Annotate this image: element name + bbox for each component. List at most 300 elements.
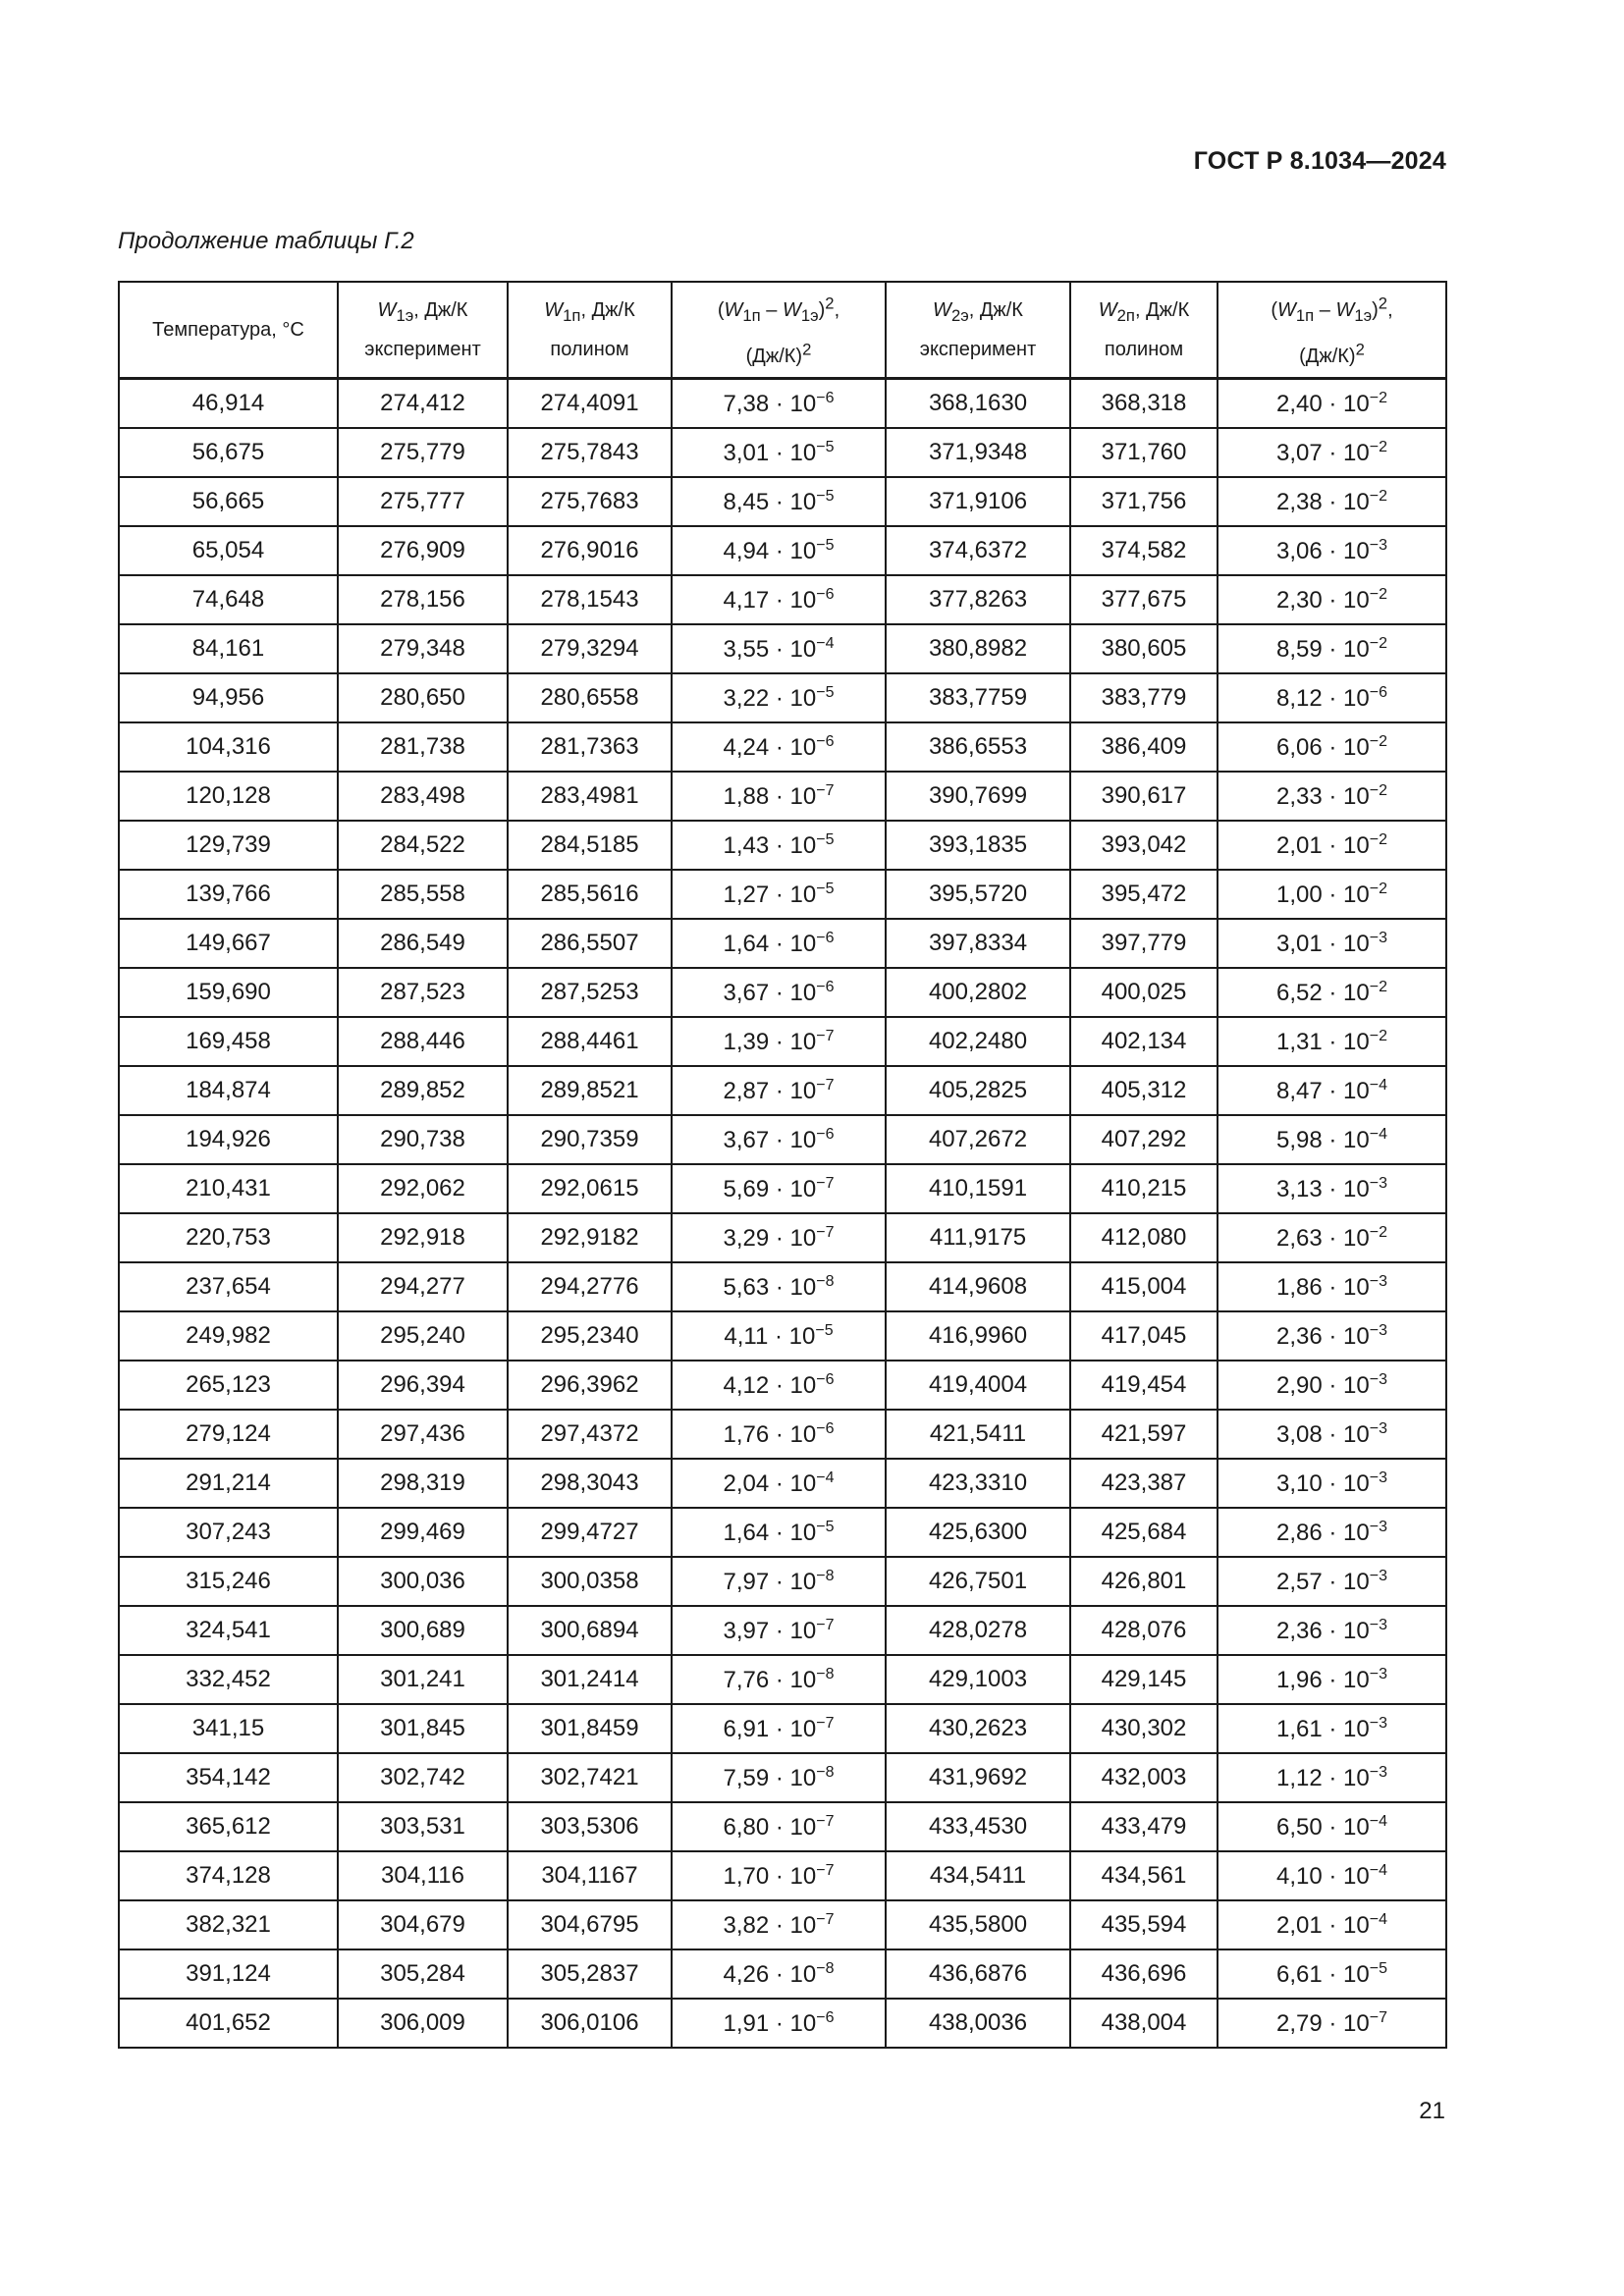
mantissa: 3,97: [723, 1617, 770, 1644]
mantissa: 3,01: [723, 439, 770, 466]
table-cell: $2,36 \cdot 10^{-3}$: [1218, 1606, 1446, 1655]
table-cell: $1,12 \cdot 10^{-3}$: [1218, 1753, 1446, 1802]
table-cell: $3,07 \cdot 10^{-2}$: [1218, 428, 1446, 477]
table-row: [119, 1557, 1446, 1606]
table-cell: 402,134: [1070, 1017, 1218, 1066]
mantissa: 1,31: [1276, 1028, 1323, 1055]
mantissa: 6,91: [723, 1715, 770, 1742]
table-cell: 402,2480: [886, 1017, 1070, 1066]
mantissa: 8,47: [1276, 1077, 1323, 1104]
table-cell: $4,24 \cdot 10^{-6}$: [672, 722, 886, 772]
mantissa: 2,04: [723, 1469, 770, 1497]
table-cell: $6,91 \cdot 10^{-7}$: [672, 1704, 886, 1753]
mantissa: 2,90: [1276, 1371, 1323, 1399]
table-cell: 417,045: [1070, 1311, 1218, 1361]
table-cell: $6,52 \cdot 10^{-2}$: [1218, 968, 1446, 1017]
table-row: [119, 1508, 1446, 1557]
mantissa: 2,63: [1276, 1224, 1323, 1252]
table-cell: 275,777: [338, 477, 508, 526]
col-header-line2: $(Дж/К)^2$: [745, 340, 812, 367]
table-row: [119, 772, 1446, 821]
mantissa: 2,40: [1276, 390, 1323, 417]
table-cell: 298,3043: [508, 1459, 672, 1508]
exponent: −4: [1369, 1076, 1387, 1094]
mantissa: 1,96: [1276, 1666, 1323, 1693]
table-cell: 104,316: [119, 722, 338, 772]
mantissa: 6,52: [1276, 979, 1323, 1006]
table-cell: 377,8263: [886, 575, 1070, 624]
exponent: −7: [816, 1861, 835, 1879]
exponent: −8: [816, 1567, 835, 1584]
table-cell: 380,8982: [886, 624, 1070, 673]
mantissa: 2,01: [1276, 831, 1323, 859]
mantissa: 1,27: [723, 881, 770, 908]
table-row: [119, 1115, 1446, 1164]
table-row: [119, 379, 1446, 429]
unit: , Дж/К: [413, 299, 468, 321]
exponent: −4: [816, 634, 835, 652]
table-cell: $1,70 \cdot 10^{-7}$: [672, 1851, 886, 1900]
col-header-temperature: [119, 282, 338, 379]
table-cell: $1,27 \cdot 10^{-5}$: [672, 870, 886, 919]
table-cell: 434,561: [1070, 1851, 1218, 1900]
mantissa: 6,06: [1276, 733, 1323, 761]
table-cell: $2,57 \cdot 10^{-3}$: [1218, 1557, 1446, 1606]
col-header-diff2: [1218, 282, 1446, 379]
table-cell: $8,12 \cdot 10^{-6}$: [1218, 673, 1446, 722]
table-cell: 390,617: [1070, 772, 1218, 821]
table-cell: 383,779: [1070, 673, 1218, 722]
mantissa: 3,01: [1276, 930, 1323, 957]
table-cell: 279,348: [338, 624, 508, 673]
table-cell: $5,69 \cdot 10^{-7}$: [672, 1164, 886, 1213]
table-cell: 288,446: [338, 1017, 508, 1066]
mantissa: 3,13: [1276, 1175, 1323, 1202]
table-cell: 436,696: [1070, 1949, 1218, 1999]
table-cell: $2,86 \cdot 10^{-3}$: [1218, 1508, 1446, 1557]
table-cell: 303,5306: [508, 1802, 672, 1851]
table-cell: 410,1591: [886, 1164, 1070, 1213]
table-row: [119, 1410, 1446, 1459]
table-row: [119, 624, 1446, 673]
exponent: −4: [1369, 1125, 1387, 1143]
table-cell: 296,3962: [508, 1361, 672, 1410]
table-cell: $1,43 \cdot 10^{-5}$: [672, 821, 886, 870]
table-cell: 286,5507: [508, 919, 672, 968]
table-cell: $3,97 \cdot 10^{-7}$: [672, 1606, 886, 1655]
exponent: −7: [816, 1616, 835, 1633]
mantissa: 2,01: [1276, 1911, 1323, 1939]
table-cell: 290,738: [338, 1115, 508, 1164]
table-row: [119, 1999, 1446, 2048]
table-cell: 285,5616: [508, 870, 672, 919]
mantissa: 2,86: [1276, 1519, 1323, 1546]
mantissa: 4,94: [723, 537, 770, 564]
exponent: −3: [1369, 1370, 1387, 1388]
table-cell: 291,214: [119, 1459, 338, 1508]
table-cell: 383,7759: [886, 673, 1070, 722]
exponent: −2: [1369, 830, 1387, 848]
table-cell: $8,59 \cdot 10^{-2}$: [1218, 624, 1446, 673]
table-cell: 426,7501: [886, 1557, 1070, 1606]
table-cell: 301,845: [338, 1704, 508, 1753]
table-cell: 419,4004: [886, 1361, 1070, 1410]
unit: , Дж/К: [968, 299, 1023, 321]
mantissa: 2,79: [1276, 2009, 1323, 2037]
mantissa: 3,82: [723, 1911, 770, 1939]
table-cell: $4,12 \cdot 10^{-6}$: [672, 1361, 886, 1410]
table-cell: 411,9175: [886, 1213, 1070, 1262]
table-cell: 315,246: [119, 1557, 338, 1606]
table-cell: 292,9182: [508, 1213, 672, 1262]
exponent: −4: [816, 1468, 835, 1486]
exponent: −2: [1369, 978, 1387, 995]
table-cell: 301,241: [338, 1655, 508, 1704]
table-cell: 401,652: [119, 1999, 338, 2048]
exponent: −7: [816, 1714, 835, 1732]
table-cell: 297,4372: [508, 1410, 672, 1459]
mantissa: 3,67: [723, 979, 770, 1006]
table-cell: $2,04 \cdot 10^{-4}$: [672, 1459, 886, 1508]
table-cell: 276,9016: [508, 526, 672, 575]
table-cell: 397,779: [1070, 919, 1218, 968]
table-body: [119, 379, 1446, 2049]
exponent: −8: [816, 1763, 835, 1781]
exponent: −5: [816, 536, 835, 554]
mantissa: 1,61: [1276, 1715, 1323, 1742]
table-cell: 84,161: [119, 624, 338, 673]
table-cell: 332,452: [119, 1655, 338, 1704]
exponent: −2: [1369, 389, 1387, 406]
table-cell: 129,739: [119, 821, 338, 870]
table-cell: 275,779: [338, 428, 508, 477]
col-header-diff1: [672, 282, 886, 379]
table-cell: 301,2414: [508, 1655, 672, 1704]
mantissa: 4,10: [1276, 1862, 1323, 1890]
exponent: −8: [816, 1272, 835, 1290]
exponent: −5: [1369, 1959, 1387, 1977]
table-cell: $7,97 \cdot 10^{-8}$: [672, 1557, 886, 1606]
col-header-line2: эксперимент: [364, 339, 481, 360]
table-row: [119, 1459, 1446, 1508]
table-cell: 377,675: [1070, 575, 1218, 624]
table-cell: 278,1543: [508, 575, 672, 624]
table-cell: 303,531: [338, 1802, 508, 1851]
mantissa: 8,45: [723, 488, 770, 515]
table-cell: 300,6894: [508, 1606, 672, 1655]
mantissa: 3,10: [1276, 1469, 1323, 1497]
table-row: [119, 1704, 1446, 1753]
table-cell: 431,9692: [886, 1753, 1070, 1802]
table-cell: 428,0278: [886, 1606, 1070, 1655]
table-row: [119, 673, 1446, 722]
table-cell: 438,004: [1070, 1999, 1218, 2048]
table-cell: 289,852: [338, 1066, 508, 1115]
col-header-w2p: [1070, 282, 1218, 379]
table-cell: 139,766: [119, 870, 338, 919]
table-cell: 65,054: [119, 526, 338, 575]
table-cell: 265,123: [119, 1361, 338, 1410]
table-cell: 386,409: [1070, 722, 1218, 772]
exponent: −7: [816, 1910, 835, 1928]
table-cell: 295,240: [338, 1311, 508, 1361]
table-cell: $7,38 \cdot 10^{-6}$: [672, 379, 886, 429]
table-cell: 275,7683: [508, 477, 672, 526]
table-cell: 306,0106: [508, 1999, 672, 2048]
table-cell: 341,15: [119, 1704, 338, 1753]
table-cell: $3,06 \cdot 10^{-3}$: [1218, 526, 1446, 575]
mantissa: 3,06: [1276, 537, 1323, 564]
table-cell: 432,003: [1070, 1753, 1218, 1802]
table-cell: 421,597: [1070, 1410, 1218, 1459]
table-cell: 302,7421: [508, 1753, 672, 1802]
table-row: [119, 870, 1446, 919]
table-cell: 281,738: [338, 722, 508, 772]
mantissa: 1,86: [1276, 1273, 1323, 1301]
table-cell: 425,6300: [886, 1508, 1070, 1557]
mantissa: 1,00: [1276, 881, 1323, 908]
table-row: [119, 1949, 1446, 1999]
exponent: −2: [1369, 634, 1387, 652]
exponent: −6: [816, 1125, 835, 1143]
exponent: −6: [816, 732, 835, 750]
table-cell: $4,10 \cdot 10^{-4}$: [1218, 1851, 1446, 1900]
table-cell: 434,5411: [886, 1851, 1070, 1900]
table-cell: $1,76 \cdot 10^{-6}$: [672, 1410, 886, 1459]
table-cell: $8,45 \cdot 10^{-5}$: [672, 477, 886, 526]
mantissa: 4,12: [723, 1371, 770, 1399]
table-cell: 428,076: [1070, 1606, 1218, 1655]
symbol: W: [377, 299, 397, 321]
mantissa: 3,22: [723, 684, 770, 712]
table-cell: $2,01 \cdot 10^{-4}$: [1218, 1900, 1446, 1949]
symbol: W: [933, 299, 951, 321]
table-cell: 74,648: [119, 575, 338, 624]
table-cell: 274,4091: [508, 379, 672, 429]
table-cell: 56,665: [119, 477, 338, 526]
table-cell: $5,63 \cdot 10^{-8}$: [672, 1262, 886, 1311]
table-cell: 304,6795: [508, 1900, 672, 1949]
table-cell: $1,96 \cdot 10^{-3}$: [1218, 1655, 1446, 1704]
exponent: −5: [816, 1518, 835, 1535]
table-row: [119, 1900, 1446, 1949]
table-cell: $1,64 \cdot 10^{-6}$: [672, 919, 886, 968]
table-cell: $3,10 \cdot 10^{-3}$: [1218, 1459, 1446, 1508]
table-cell: $2,63 \cdot 10^{-2}$: [1218, 1213, 1446, 1262]
table-cell: 184,874: [119, 1066, 338, 1115]
exponent: −6: [816, 2008, 835, 2026]
table-cell: 280,6558: [508, 673, 672, 722]
page-number: 21: [1419, 2098, 1445, 2124]
table-caption: Продолжение таблицы Г.2: [118, 228, 414, 254]
table-cell: 425,684: [1070, 1508, 1218, 1557]
table-cell: $3,22 \cdot 10^{-5}$: [672, 673, 886, 722]
table-cell: 285,558: [338, 870, 508, 919]
table-cell: $2,79 \cdot 10^{-7}$: [1218, 1999, 1446, 2048]
exponent: −3: [1369, 536, 1387, 554]
table-cell: 278,156: [338, 575, 508, 624]
table-cell: 371,756: [1070, 477, 1218, 526]
exponent: −3: [1369, 1321, 1387, 1339]
mantissa: 5,69: [723, 1175, 770, 1202]
mantissa: 2,36: [1276, 1322, 1323, 1350]
table-cell: 429,1003: [886, 1655, 1070, 1704]
table-cell: 374,582: [1070, 526, 1218, 575]
table-cell: 279,3294: [508, 624, 672, 673]
table-cell: $3,13 \cdot 10^{-3}$: [1218, 1164, 1446, 1213]
table-cell: 302,742: [338, 1753, 508, 1802]
symbol: W: [544, 299, 564, 321]
table-cell: 382,321: [119, 1900, 338, 1949]
table-cell: 292,062: [338, 1164, 508, 1213]
table-cell: $1,39 \cdot 10^{-7}$: [672, 1017, 886, 1066]
mantissa: 4,26: [723, 1960, 770, 1988]
table-cell: 275,7843: [508, 428, 672, 477]
exponent: −6: [1369, 683, 1387, 701]
mantissa: 3,08: [1276, 1420, 1323, 1448]
table-cell: 276,909: [338, 526, 508, 575]
exponent: −5: [816, 683, 835, 701]
unit: , Дж/К: [580, 299, 635, 321]
table-cell: 149,667: [119, 919, 338, 968]
mantissa: 4,17: [723, 586, 770, 614]
table-cell: $1,61 \cdot 10^{-3}$: [1218, 1704, 1446, 1753]
exponent: −7: [816, 1223, 835, 1241]
table-cell: 304,1167: [508, 1851, 672, 1900]
table-cell: $2,36 \cdot 10^{-3}$: [1218, 1311, 1446, 1361]
table-cell: 324,541: [119, 1606, 338, 1655]
exponent: −2: [1369, 487, 1387, 505]
table-cell: $1,64 \cdot 10^{-5}$: [672, 1508, 886, 1557]
table-cell: $7,59 \cdot 10^{-8}$: [672, 1753, 886, 1802]
table-cell: $3,55 \cdot 10^{-4}$: [672, 624, 886, 673]
table-cell: $6,80 \cdot 10^{-7}$: [672, 1802, 886, 1851]
table-row: [119, 575, 1446, 624]
col-header-label: Температура, °С: [152, 319, 304, 341]
exponent: −7: [816, 1174, 835, 1192]
table-cell: 304,679: [338, 1900, 508, 1949]
table-header-row: [119, 282, 1446, 379]
mantissa: 2,36: [1276, 1617, 1323, 1644]
mantissa: 1,64: [723, 1519, 770, 1546]
table-cell: 400,025: [1070, 968, 1218, 1017]
table-cell: 287,5253: [508, 968, 672, 1017]
table-cell: 407,292: [1070, 1115, 1218, 1164]
table-cell: 295,2340: [508, 1311, 672, 1361]
table-cell: 299,469: [338, 1508, 508, 1557]
table-cell: 371,9106: [886, 477, 1070, 526]
table-cell: $2,87 \cdot 10^{-7}$: [672, 1066, 886, 1115]
table-cell: 374,6372: [886, 526, 1070, 575]
table-cell: 297,436: [338, 1410, 508, 1459]
table-cell: 380,605: [1070, 624, 1218, 673]
exponent: −3: [1369, 1714, 1387, 1732]
table-cell: $4,11 \cdot 10^{-5}$: [672, 1311, 886, 1361]
table-cell: 300,0358: [508, 1557, 672, 1606]
table-row: [119, 1851, 1446, 1900]
mantissa: 3,29: [723, 1224, 770, 1252]
table-cell: $1,91 \cdot 10^{-6}$: [672, 1999, 886, 2048]
mantissa: 1,39: [723, 1028, 770, 1055]
exponent: −3: [1369, 1468, 1387, 1486]
exponent: −5: [815, 1321, 834, 1339]
table-cell: $6,61 \cdot 10^{-5}$: [1218, 1949, 1446, 1999]
table-cell: $2,40 \cdot 10^{-2}$: [1218, 379, 1446, 429]
table-row: [119, 1017, 1446, 1066]
table-cell: $3,82 \cdot 10^{-7}$: [672, 1900, 886, 1949]
table-cell: 298,319: [338, 1459, 508, 1508]
mantissa: 1,64: [723, 930, 770, 957]
table-cell: 283,498: [338, 772, 508, 821]
exponent: −2: [1369, 1027, 1387, 1044]
table-cell: 301,8459: [508, 1704, 672, 1753]
table-cell: $3,67 \cdot 10^{-6}$: [672, 968, 886, 1017]
mantissa: 2,87: [723, 1077, 770, 1104]
mantissa: 8,59: [1276, 635, 1323, 663]
table-row: [119, 1164, 1446, 1213]
exponent: −3: [1369, 1419, 1387, 1437]
exponent: −5: [816, 880, 835, 897]
exponent: −3: [1369, 1665, 1387, 1682]
table-cell: 284,522: [338, 821, 508, 870]
table-cell: 436,6876: [886, 1949, 1070, 1999]
table-cell: 284,5185: [508, 821, 672, 870]
document-code: ГОСТ Р 8.1034—2024: [1193, 147, 1446, 175]
table-cell: 56,675: [119, 428, 338, 477]
table-cell: $2,30 \cdot 10^{-2}$: [1218, 575, 1446, 624]
table-cell: 368,318: [1070, 379, 1218, 429]
table-cell: 94,956: [119, 673, 338, 722]
table-cell: 169,458: [119, 1017, 338, 1066]
table-cell: 279,124: [119, 1410, 338, 1459]
table-cell: 294,2776: [508, 1262, 672, 1311]
table-cell: 435,594: [1070, 1900, 1218, 1949]
mantissa: 2,57: [1276, 1568, 1323, 1595]
table-cell: $3,67 \cdot 10^{-6}$: [672, 1115, 886, 1164]
exponent: −2: [1369, 781, 1387, 799]
table-cell: 423,387: [1070, 1459, 1218, 1508]
table-cell: 280,650: [338, 673, 508, 722]
table-cell: $8,47 \cdot 10^{-4}$: [1218, 1066, 1446, 1115]
table-cell: 435,5800: [886, 1900, 1070, 1949]
table-cell: 415,004: [1070, 1262, 1218, 1311]
table-cell: 292,918: [338, 1213, 508, 1262]
col-header-line2: эксперимент: [919, 339, 1037, 360]
exponent: −3: [1369, 1272, 1387, 1290]
table-cell: 407,2672: [886, 1115, 1070, 1164]
exponent: −6: [816, 389, 835, 406]
table-cell: 290,7359: [508, 1115, 672, 1164]
table-cell: 220,753: [119, 1213, 338, 1262]
data-table: [118, 281, 1447, 2049]
table-cell: 400,2802: [886, 968, 1070, 1017]
mantissa: 4,11: [724, 1322, 769, 1350]
mantissa: 1,12: [1276, 1764, 1323, 1791]
col-header-w1e: [338, 282, 508, 379]
table-cell: 305,284: [338, 1949, 508, 1999]
table-cell: 306,009: [338, 1999, 508, 2048]
table-cell: 354,142: [119, 1753, 338, 1802]
table-cell: 159,690: [119, 968, 338, 1017]
table-cell: $6,50 \cdot 10^{-4}$: [1218, 1802, 1446, 1851]
exponent: −6: [816, 1370, 835, 1388]
table-cell: 294,277: [338, 1262, 508, 1311]
table-cell: 421,5411: [886, 1410, 1070, 1459]
exponent: −4: [1369, 1812, 1387, 1830]
table-cell: 419,454: [1070, 1361, 1218, 1410]
mantissa: 2,30: [1276, 586, 1323, 614]
mantissa: 1,76: [723, 1420, 770, 1448]
